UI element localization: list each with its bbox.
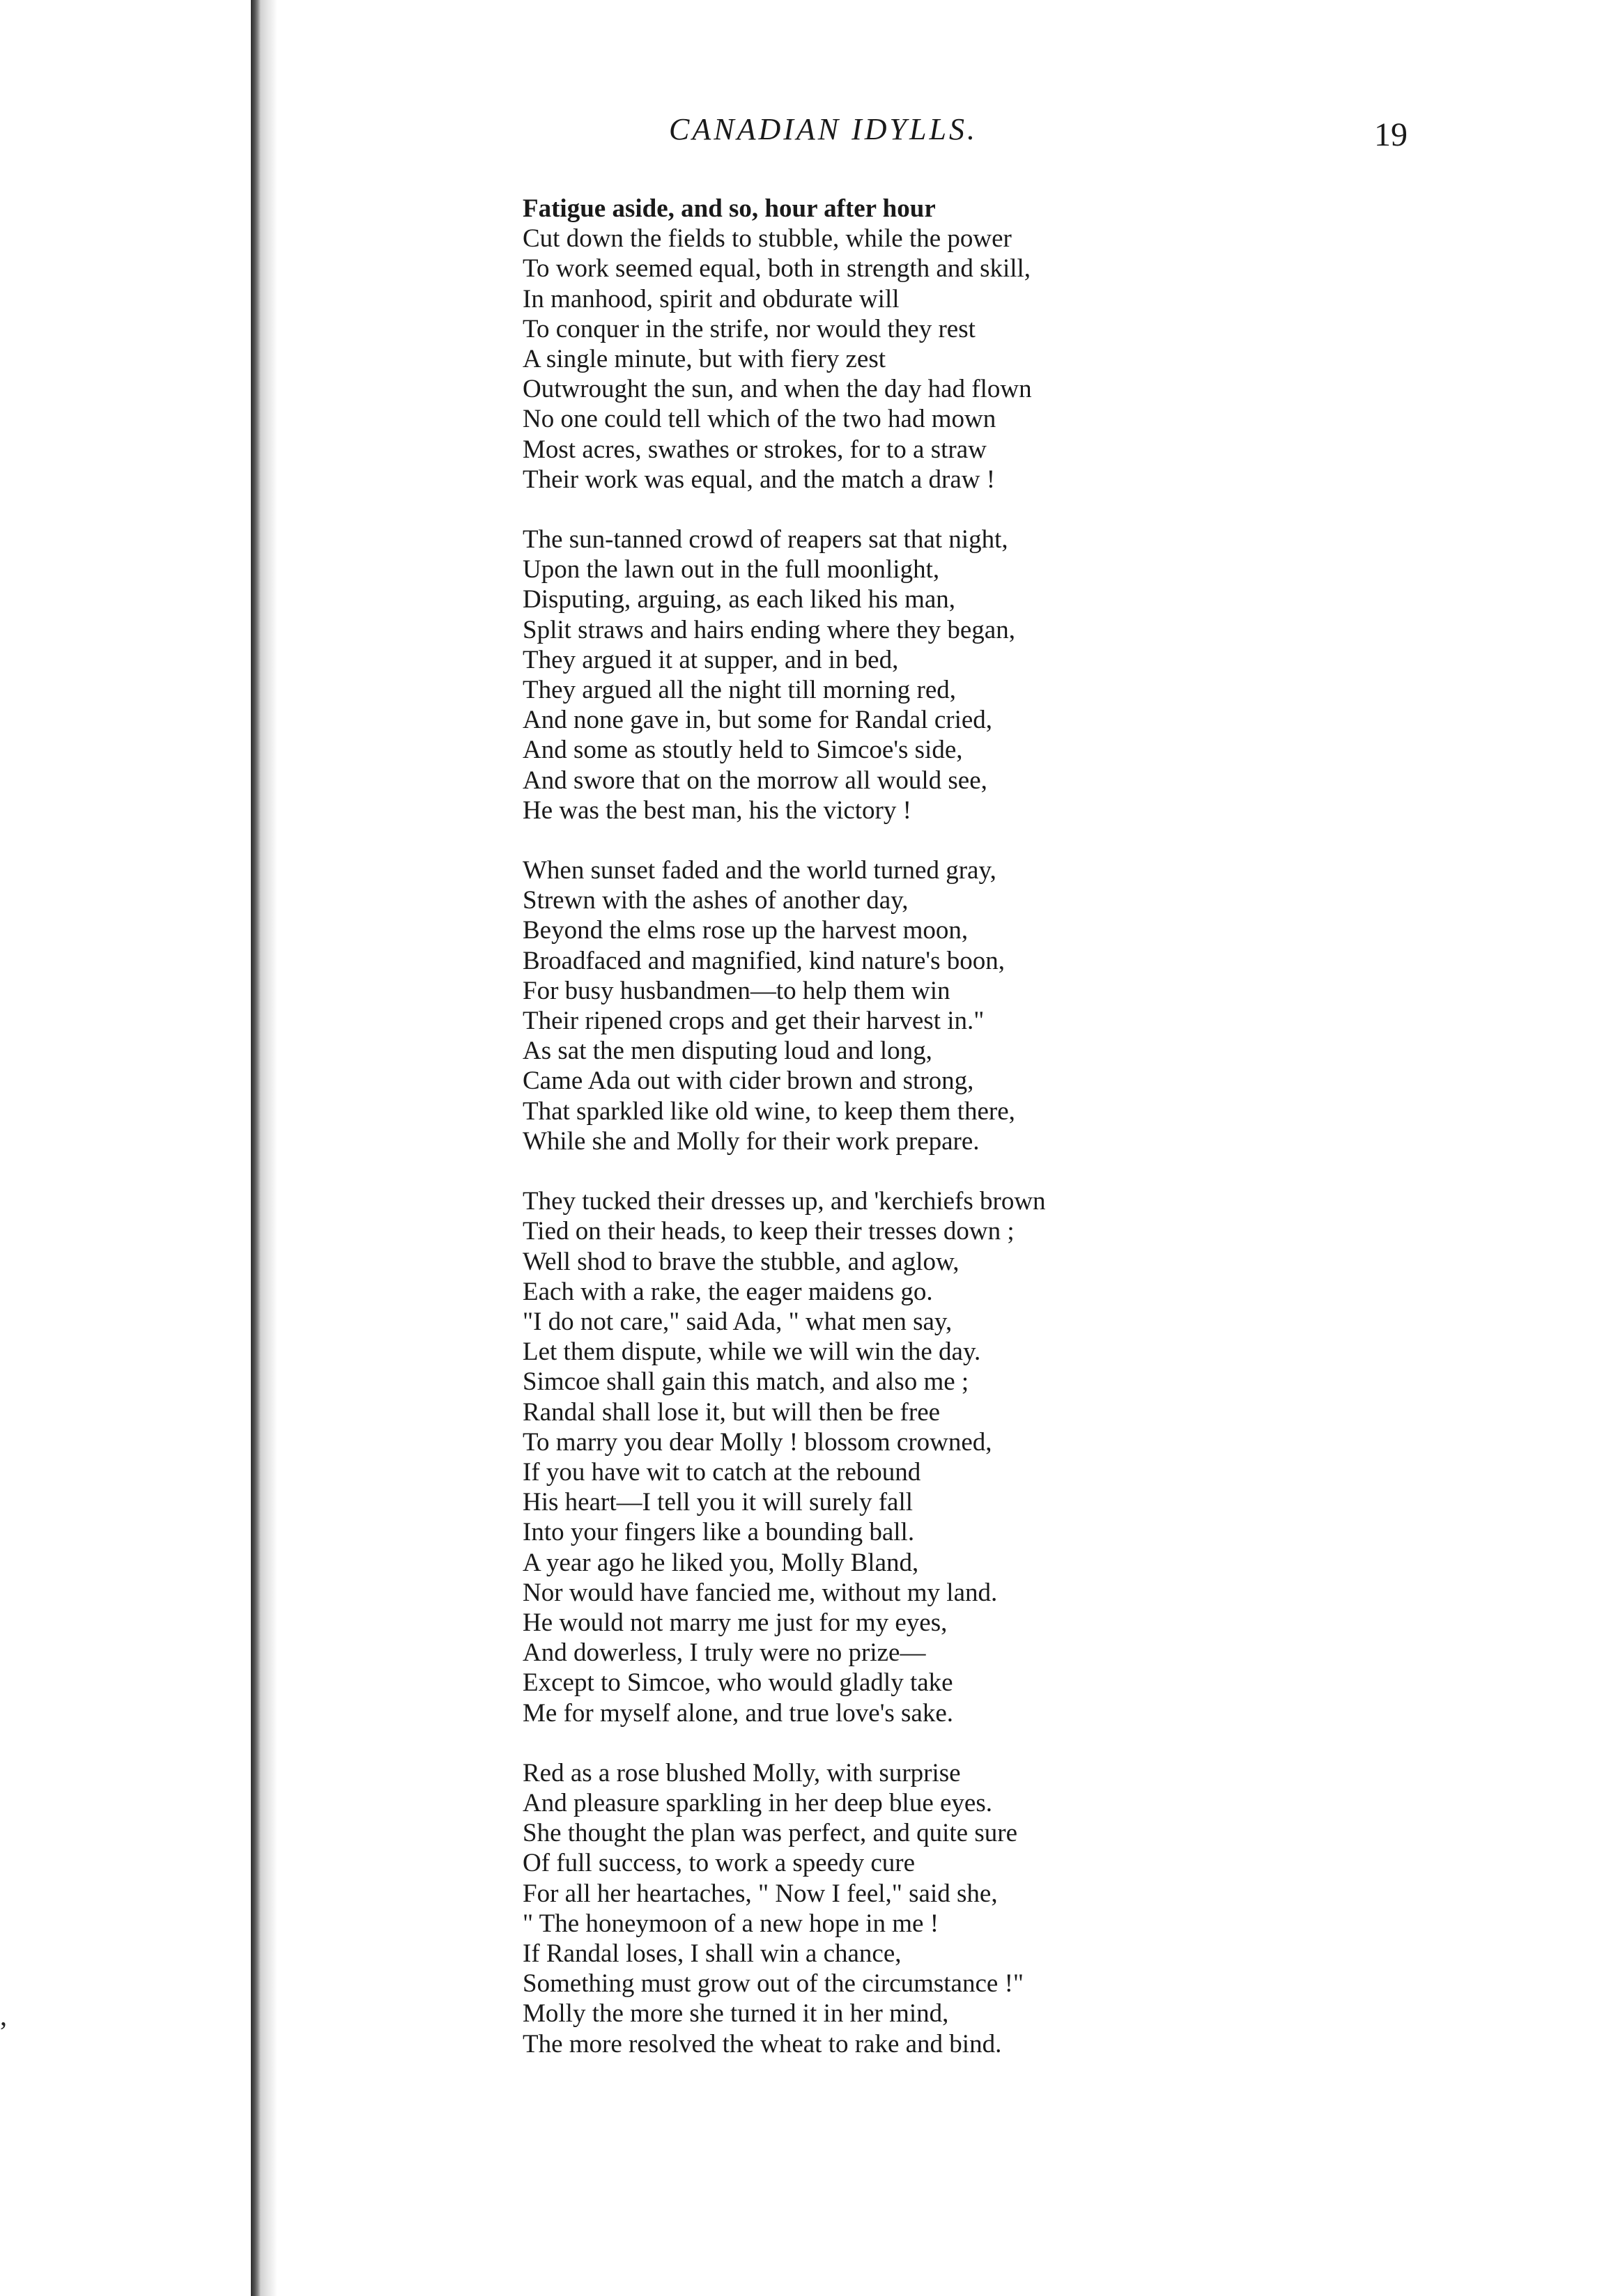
poem-line: And swore that on the morrow all would see, <box>523 766 987 795</box>
gutter-shadow <box>261 0 277 2296</box>
poem-line: Disputing, arguing, as each liked his man, <box>523 585 956 614</box>
poem-line: To marry you dear Molly ! blossom crowned, <box>523 1427 992 1457</box>
poem-line: For all her heartaches, " Now I feel," said she, <box>523 1879 998 1908</box>
page-number: 19 <box>1374 116 1408 153</box>
poem-line: Upon the lawn out in the full moonlight, <box>523 555 940 584</box>
poem-line: Randal shall lose it, but will then be free <box>523 1397 941 1427</box>
poem-line: A year ago he liked you, Molly Bland, <box>523 1548 919 1577</box>
poem-line: To conquer in the strife, nor would they rest <box>523 314 976 343</box>
poem-line: Strewn with the ashes of another day, <box>523 886 909 915</box>
poem-line: And pleasure sparkling in her deep blue eyes. <box>523 1788 993 1817</box>
poem-body <box>523 194 1046 2089</box>
poem-line: As sat the men disputing loud and long, <box>523 1037 932 1066</box>
poem-line: The more resolved the wheat to rake and bind. <box>523 2029 1002 2058</box>
poem-line: Outwrought the sun, and when the day had flown <box>523 375 1032 404</box>
book-binding-edge <box>251 0 261 2296</box>
poem-line: He would not marry me just for my eyes, <box>523 1608 948 1637</box>
stanza-1 <box>523 194 1046 495</box>
poem-line: If you have wit to catch at the rebound <box>523 1457 921 1487</box>
poem-line: " The honeymoon of a new hope in me ! <box>523 1909 939 1938</box>
poem-line: Of full success, to work a speedy cure <box>523 1849 916 1878</box>
poem-line: And some as stoutly held to Simcoe's side, <box>523 736 963 765</box>
poem-line: Most acres, swathes or strokes, for to a straw <box>523 435 987 464</box>
poem-line: Fatigue aside, and so, hour after hour <box>523 194 936 223</box>
poem-line: "I do not care," said Ada, " what men say, <box>523 1307 953 1336</box>
poem-line: Into your fingers like a bounding ball. <box>523 1518 915 1547</box>
poem-line: Their work was equal, and the match a draw ! <box>523 465 996 494</box>
poem-line: And dowerless, I truly were no prize— <box>523 1638 926 1668</box>
poem-line: Something must grow out of the circumstance !" <box>523 1969 1024 1999</box>
poem-line: That sparkled like old wine, to keep them there, <box>523 1096 1015 1126</box>
stanza-5 <box>523 1758 1046 2059</box>
poem-line: She thought the plan was perfect, and quite sure <box>523 1819 1017 1848</box>
poem-line: If Randal loses, I shall win a chance, <box>523 1939 902 1968</box>
stanza-2 <box>523 525 1046 825</box>
poem-line: For busy husbandmen—to help them win <box>523 976 950 1005</box>
poem-line: When sunset faded and the world turned gray, <box>523 856 996 885</box>
poem-line: They argued all the night till morning red, <box>523 676 957 705</box>
poem-line: His heart—I tell you it will surely fall <box>523 1488 914 1517</box>
poem-line: A single minute, but with fiery zest <box>523 345 886 374</box>
poem-line: In manhood, spirit and obdurate will <box>523 284 900 313</box>
poem-line: Let them dispute, while we will win the day. <box>523 1337 981 1367</box>
stanza-4 <box>523 1186 1046 1728</box>
poem-line: Tied on their heads, to keep their tresses down ; <box>523 1217 1015 1246</box>
poem-line: Their ripened crops and get their harvest in." <box>523 1007 985 1036</box>
poem-line: Beyond the elms rose up the harvest moon, <box>523 916 969 945</box>
poem-line: Red as a rose blushed Molly, with surprise <box>523 1758 961 1787</box>
poem-line: Me for myself alone, and true love's sake. <box>523 1698 953 1728</box>
poem-line: Nor would have fancied me, without my land. <box>523 1578 998 1607</box>
poem-line: Well shod to brave the stubble, and aglow, <box>523 1247 960 1276</box>
poem-line: Each with a rake, the eager maidens go. <box>523 1277 933 1306</box>
poem-line: No one could tell which of the two had mown <box>523 405 996 434</box>
poem-line: And none gave in, but some for Randal cried, <box>523 706 993 735</box>
running-head: CANADIAN IDYLLS. <box>669 112 978 146</box>
poem-line: Split straws and hairs ending where they began, <box>523 615 1015 644</box>
margin-fragment: , <box>0 2000 7 2031</box>
poem-line: They argued it at supper, and in bed, <box>523 645 899 674</box>
poem-line: Molly the more she turned it in her mind, <box>523 1999 949 2029</box>
poem-line: Simcoe shall gain this match, and also me ; <box>523 1367 969 1397</box>
poem-line: Cut down the fields to stubble, while the power <box>523 224 1012 254</box>
poem-line: Broadfaced and magnified, kind nature's boon, <box>523 946 1005 975</box>
poem-line: The sun-tanned crowd of reapers sat that night, <box>523 525 1008 554</box>
poem-line: They tucked their dresses up, and 'kerchiefs brown <box>523 1187 1046 1216</box>
stanza-3 <box>523 855 1046 1156</box>
poem-line: He was the best man, his the victory ! <box>523 796 911 825</box>
poem-line: Came Ada out with cider brown and strong, <box>523 1066 974 1096</box>
poem-line: Except to Simcoe, who would gladly take <box>523 1668 953 1698</box>
poem-line: To work seemed equal, both in strength and skill, <box>523 254 1031 284</box>
poem-line: While she and Molly for their work prepare. <box>523 1126 980 1156</box>
